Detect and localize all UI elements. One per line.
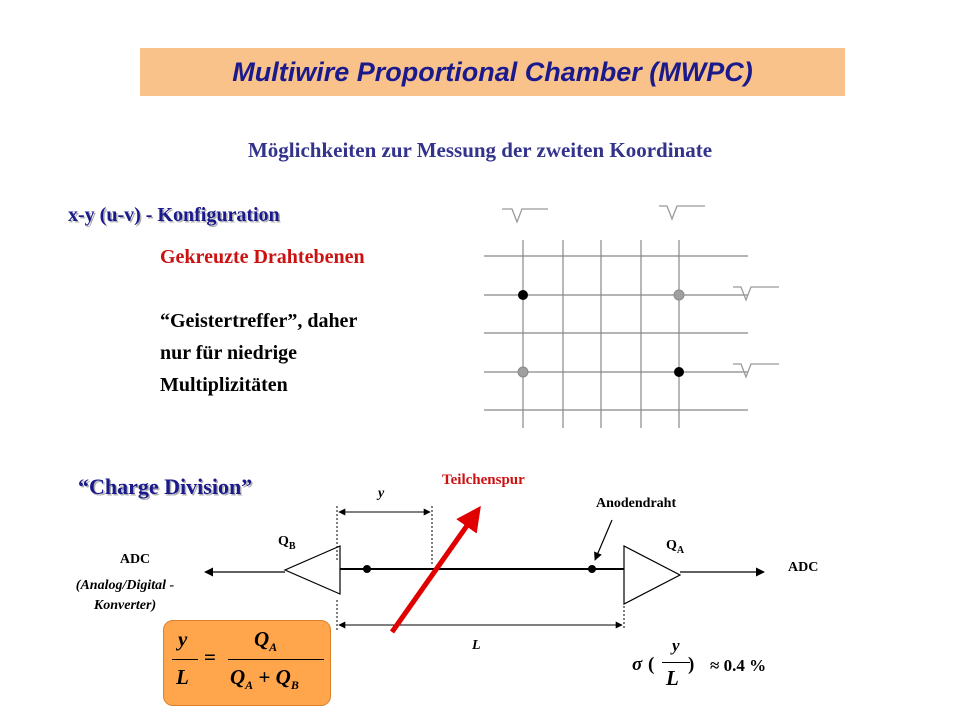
pulse-signal-3 xyxy=(733,287,779,300)
slide-subtitle: Möglichkeiten zur Messung der zweiten Koordinate xyxy=(247,138,713,162)
ghost-hits-line-3: Multiplizitäten xyxy=(160,374,288,396)
adc-left-label: ADC xyxy=(119,552,151,567)
qa-main: Q xyxy=(666,538,677,553)
rhs-num-sub: A xyxy=(269,640,278,655)
anode-wire-label: Anodendraht xyxy=(596,496,677,511)
res-sigma: σ xyxy=(632,654,643,675)
adc-left-desc-2: Konverter) xyxy=(93,598,157,613)
particle-track-label: Teilchenspur xyxy=(442,472,525,488)
real-hit-1 xyxy=(518,290,528,300)
rhs-plus: + xyxy=(258,665,271,689)
wire-length-label: L xyxy=(472,638,481,653)
ghost-hit-1 xyxy=(674,290,684,300)
ghost-hits-line-1: “Geistertreffer”, daher xyxy=(160,310,358,332)
ghost-hit-2 xyxy=(518,367,528,377)
rhs-num-q: Q xyxy=(254,627,270,651)
ghost-hits-line-2: nur für niedrige xyxy=(160,342,298,364)
qb-main: Q xyxy=(278,534,289,549)
pulse-signal-4 xyxy=(733,364,779,377)
res-approx: ≈ 0.4 % xyxy=(710,656,767,675)
qa-sub: A xyxy=(676,544,685,556)
rhs-den-q1: Q xyxy=(230,665,246,689)
rhs-den-q2: Q xyxy=(275,665,291,689)
crossed-planes-label: Gekreuzte Drahtebenen xyxy=(160,246,365,268)
adc-right-label: ADC xyxy=(788,560,819,575)
wire-dot-left xyxy=(363,565,371,573)
rhs-den-q2-sub: B xyxy=(290,678,299,693)
adc-left-desc-1: (Analog/Digital - xyxy=(75,578,175,593)
particle-track-arrow xyxy=(392,510,478,632)
formula-lhs-den: L xyxy=(176,665,189,689)
formula-equals: = xyxy=(204,645,216,669)
res-open-paren: ( xyxy=(648,654,655,675)
formula-lhs-num: y xyxy=(178,627,188,651)
qb-sub: B xyxy=(288,540,296,552)
slide-title: Multiwire Proportional Chamber (MWPC) xyxy=(232,57,753,87)
xy-config-heading: x-y (u-v) - Konfiguration xyxy=(68,204,280,226)
real-hit-2 xyxy=(674,367,684,377)
res-close-paren: ) xyxy=(688,654,695,675)
wire-dot-right xyxy=(588,565,596,573)
wire-grid xyxy=(484,240,748,428)
res-den: L xyxy=(666,666,679,690)
charge-division-heading: “Charge Division” xyxy=(78,474,253,499)
amplifier-right xyxy=(624,546,680,604)
pulse-signal-2 xyxy=(659,206,705,219)
pulse-signal-1 xyxy=(502,209,548,222)
y-distance-label: y xyxy=(378,486,385,501)
anode-pointer-arrow xyxy=(595,520,612,560)
rhs-den-q1-sub: A xyxy=(245,678,254,693)
res-num: y xyxy=(672,636,680,655)
amplifier-left xyxy=(285,546,340,594)
